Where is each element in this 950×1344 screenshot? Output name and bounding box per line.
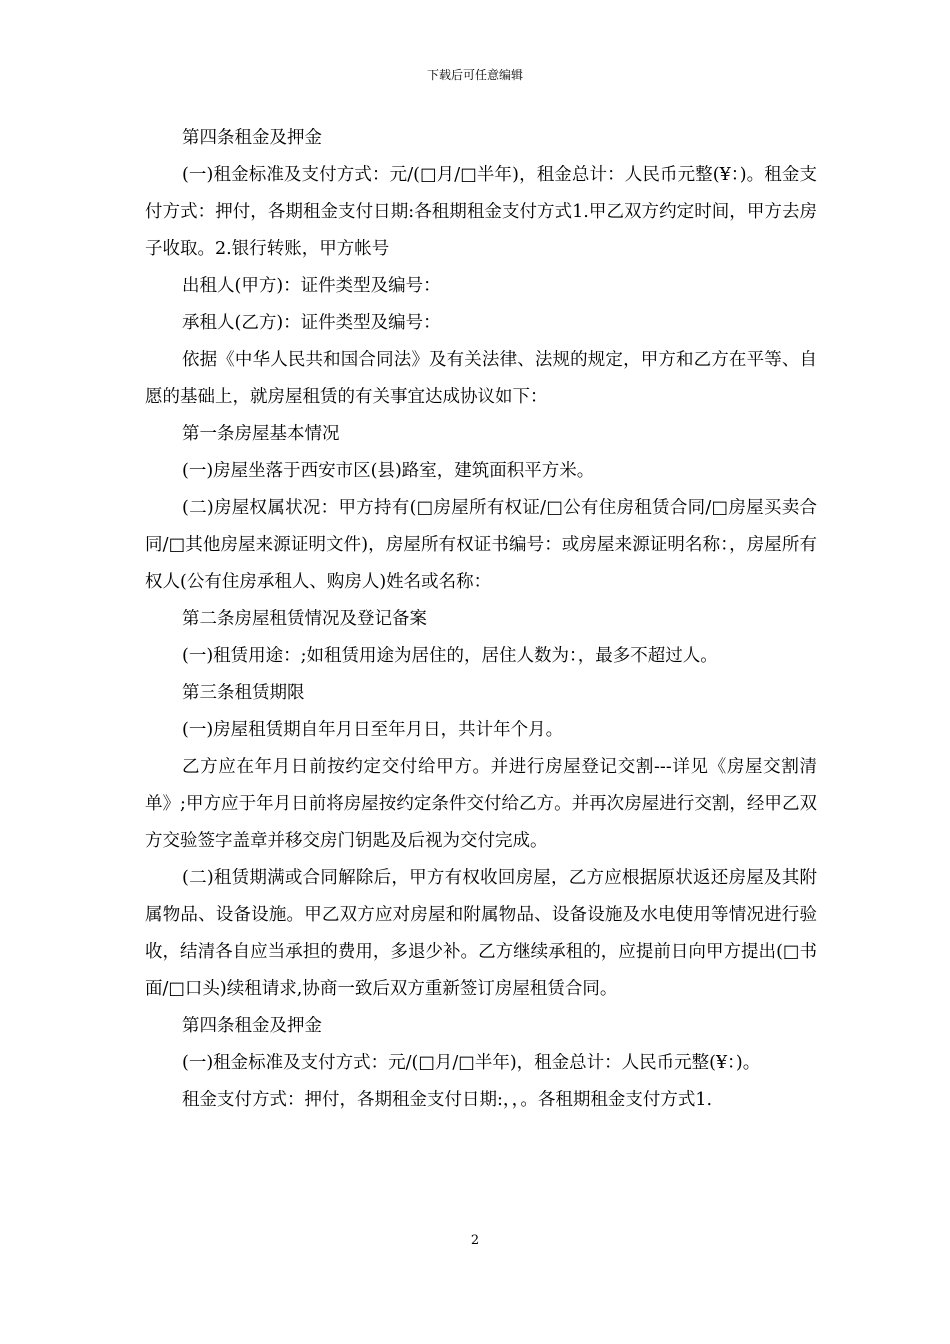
page-header-note: 下载后可任意编辑 (426, 68, 523, 82)
rent-payment-method-clause: 租金支付方式：押付，各期租金支付日期:，，。各租期租金支付方式1. (182, 1090, 713, 1110)
lease-expiry-clause: (二)租赁期满或合同解除后，甲方有权收回房屋，乙方应根据原状返还房屋及其附属物品、设备设施。甲乙双方应对房屋和附属物品、设备设施及水电使用等情况进行验收，结清各自应当承担的费用，多退少补。乙方继续承租的，应提前日向甲方提出(□书面/□口头)续租请求,协商一致后双方重新签订房屋租赁合同。 (145, 868, 817, 999)
document-body (145, 120, 817, 1119)
page-number: 2 (470, 1233, 480, 1248)
preamble-paragraph: 依据《中华人民共和国合同法》及有关法律、法规的规定，甲方和乙方在平等、自愿的基础上，就房屋租赁的有关事宜达成协议如下： (145, 350, 817, 407)
section-heading-lease-term: 第三条租赁期限 (182, 683, 305, 703)
section-heading-rent-deposit: 第四条租金及押金 (182, 128, 322, 148)
rent-payment-clause: (一)租金标准及支付方式：元/(□月/□半年)，租金总计：人民币元整(¥：)。租金支付方式：押付，各期租金支付日期:各租期租金支付方式1.甲乙双方约定时间，甲方去房子收取。2.银行转账，甲方帐号 (145, 165, 817, 259)
rent-standard-clause: (一)租金标准及支付方式：元/(□月/□半年)，租金总计：人民币元整(¥：)。 (182, 1053, 761, 1073)
house-location-clause: (一)房屋坐落于西安市区(县)路室，建筑面积平方米。 (182, 461, 595, 481)
section-heading-rent-deposit-repeat: 第四条租金及押金 (182, 1016, 322, 1036)
lessee-info: 承租人(乙方)：证件类型及编号： (182, 313, 441, 333)
lessor-info: 出租人(甲方)：证件类型及编号： (182, 276, 441, 296)
handover-clause: 乙方应在年月日前按约定交付给甲方。并进行房屋登记交割---详见《房屋交割清单》;甲方应于年月日前将房屋按约定条件交付给乙方。并再次房屋进行交割，经甲乙双方交验签字盖章并移交房门钥匙及后视为交付完成。 (145, 757, 817, 851)
lease-period-clause: (一)房屋租赁期自年月日至年月日，共计年个月。 (182, 720, 564, 740)
lease-purpose-clause: (一)租赁用途：;如租赁用途为居住的，居住人数为：，最多不超过人。 (182, 646, 718, 666)
section-heading-house-basic: 第一条房屋基本情况 (182, 424, 340, 444)
section-heading-lease-registration: 第二条房屋租赁情况及登记备案 (182, 609, 427, 629)
house-ownership-clause: (二)房屋权属状况：甲方持有(□房屋所有权证/□公有住房租赁合同/□房屋买卖合同/□其他房屋来源证明文件)，房屋所有权证书编号：或房屋来源证明名称：，房屋所有权人(公有住房承租人、购房人)姓名或名称： (145, 498, 817, 592)
